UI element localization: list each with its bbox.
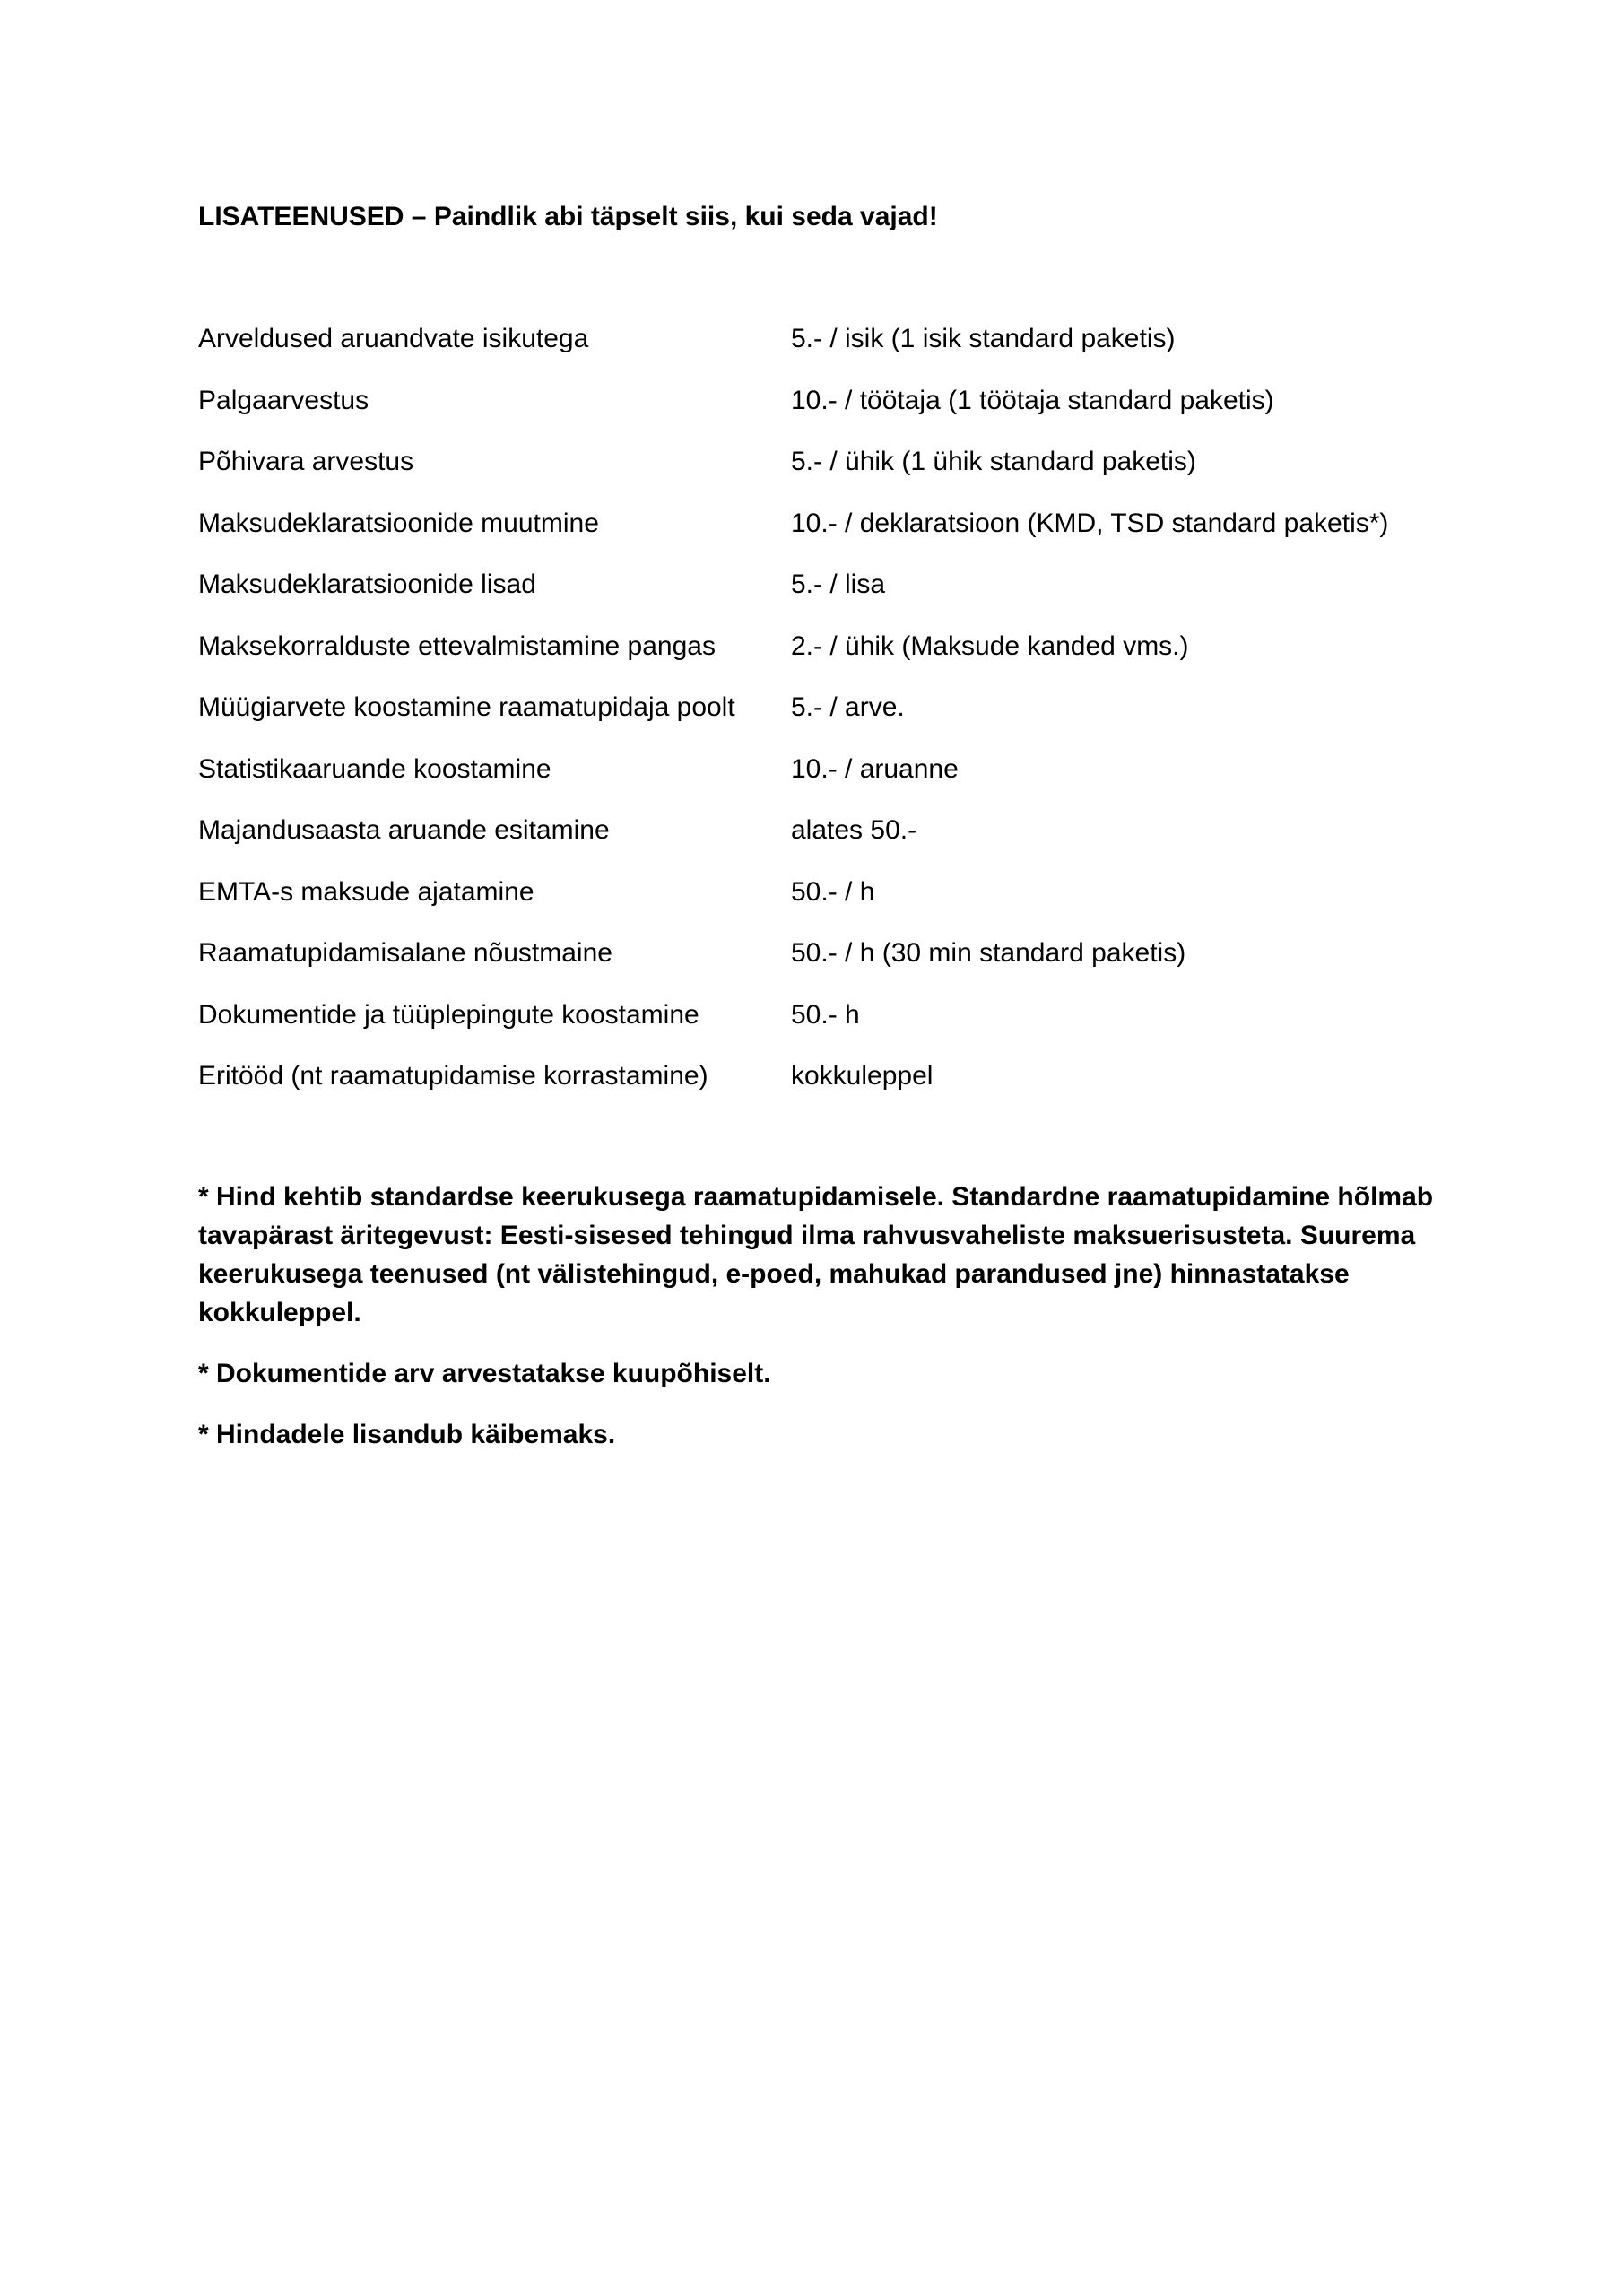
- service-row: [198, 935, 1454, 997]
- service-name: Põhivara arvestus: [198, 447, 414, 476]
- service-row: [198, 567, 1454, 629]
- service-price: alates 50.-: [791, 815, 917, 845]
- footnote-vat: * Hindadele lisandub käibemaks.: [198, 1420, 616, 1449]
- footnote-complexity: * Hind kehtib standardse keerukusega raamatupidamisele. Standardne raamatupidamine hõlmab tavapärast äritegevust: Eesti-sisesed tehingud ilma rahvusvaheliste maksuerisusteta. Suurema keerukusega teenused (nt välistehingud, e-poed, mahukad parandused jne) hinnastatakse kokkuleppel.: [198, 1182, 1434, 1327]
- service-price: kokkuleppel: [791, 1061, 934, 1091]
- service-name: Müügiarvete koostamine raamatupidaja poolt: [198, 692, 735, 722]
- services-price-list: [198, 321, 1454, 1120]
- service-price: 5.- / ühik (1 ühik standard paketis): [791, 447, 1196, 476]
- service-name: Eritööd (nt raamatupidamise korrastamine): [198, 1061, 708, 1091]
- service-price: 10.- / töötaja (1 töötaja standard paketis): [791, 385, 1274, 415]
- service-name: Statistikaaruande koostamine: [198, 753, 551, 784]
- service-price: 5.- / arve.: [791, 692, 905, 722]
- service-name: Maksudeklaratsioonide muutmine: [198, 508, 599, 538]
- service-row: [198, 874, 1454, 936]
- service-price: 50.- / h: [791, 876, 875, 907]
- service-row: [198, 1058, 1454, 1120]
- service-name: Maksudeklaratsioonide lisad: [198, 570, 536, 599]
- service-price: 10.- / aruanne: [791, 753, 959, 784]
- service-price: 5.- / lisa: [791, 570, 886, 599]
- service-price: 2.- / ühik (Maksude kanded vms.): [791, 631, 1189, 661]
- service-price: 10.- / deklaratsioon (KMD, TSD standard paketis*): [791, 508, 1389, 538]
- service-name: EMTA-s maksude ajatamine: [198, 876, 534, 907]
- service-row: [198, 444, 1454, 506]
- footnotes: [198, 1178, 1436, 1476]
- service-row: [198, 690, 1454, 752]
- service-row: [198, 997, 1454, 1059]
- service-price: 5.- / isik (1 isik standard paketis): [791, 324, 1176, 353]
- service-price: 50.- / h (30 min standard paketis): [791, 938, 1186, 968]
- service-row: [198, 506, 1454, 568]
- service-name: Arveldused aruandvate isikutega: [198, 324, 589, 353]
- service-name: Palgaarvestus: [198, 385, 369, 415]
- service-name: Raamatupidamisalane nõustmaine: [198, 938, 612, 968]
- service-price: 50.- h: [791, 999, 860, 1030]
- footnote-document-count: * Dokumentide arv arvestatakse kuupõhiselt.: [198, 1359, 771, 1388]
- service-name: Majandusaasta aruande esitamine: [198, 815, 610, 845]
- service-row: [198, 629, 1454, 691]
- service-name: Maksekorralduste ettevalmistamine pangas: [198, 631, 716, 661]
- service-row: [198, 752, 1454, 813]
- service-name: Dokumentide ja tüüplepingute koostamine: [198, 999, 699, 1030]
- service-row: [198, 813, 1454, 874]
- service-row: [198, 383, 1454, 445]
- service-row: [198, 321, 1454, 383]
- document-title: LISATEENUSED – Paindlik abi täpselt siis, kui seda vajad!: [198, 202, 938, 231]
